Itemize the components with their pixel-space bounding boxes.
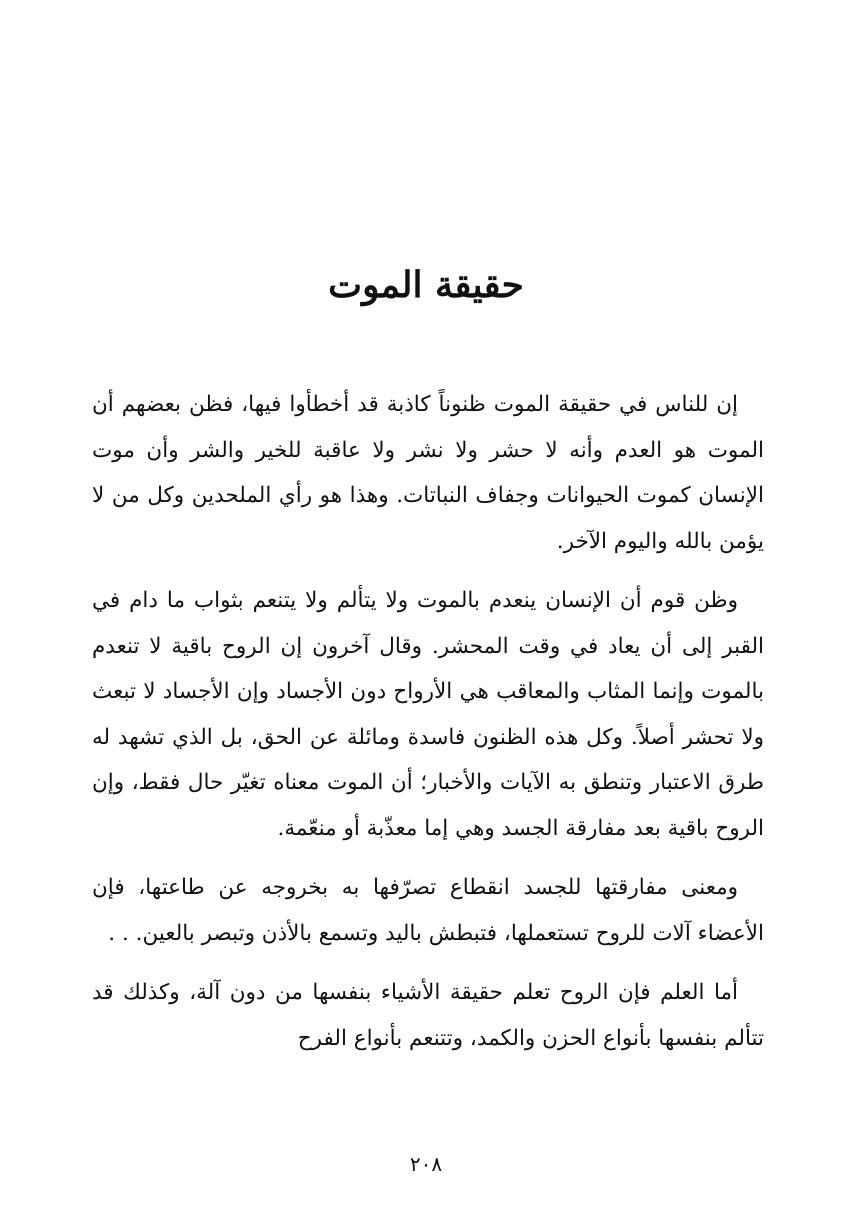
paragraph-2: وظن قوم أن الإنسان ينعدم بالموت ولا يتألم ولا يتنعم بثواب ما دام في القبر إلى أن يعاد في وقت المحشر. وقال آخرون إن الروح باقية لا تنعدم بالموت وإنما المثاب والمعاقب هي الأرواح دون الأجساد وإن الأجساد لا تبعث ولا تحشر أصلاً. وكل هذه الظنون فاسدة ومائلة عن الحق، بل الذي تشهد له طرق الاعتبار وتنطق به الآيات والأخبار؛ أن الموت معناه تغيّر حال فقط، وإن الروح باقية بعد مفارقة الجسد وهي إما معذّبة أو منعّمة. [92,588,764,841]
paragraph-1: إن للناس في حقيقة الموت ظنوناً كاذبة قد أخطأوا فيها، فظن بعضهم أن الموت هو العدم وأنه لا حشر ولا نشر ولا عاقبة للخير والشر وأن موت الإنسان كموت الحيوانات وجفاف النباتات. وهذا هو رأي الملحدين وكل من لا يؤمن بالله واليوم الآخر. [92,392,764,554]
body-text [92,382,764,1075]
page-number: ٢٠٨ [409,1152,443,1176]
paragraph-4: أما العلم فإن الروح تعلم حقيقة الأشياء بنفسها من دون آلة، وكذلك قد تتألم بنفسها بأنواع الحزن والكمد، وتتنعم بأنواع الفرح [92,980,764,1051]
paragraph-3: ومعنى مفارقتها للجسد انقطاع تصرّفها به بخروجه عن طاعتها، فإن الأعضاء آلات للروح تستعملها، فتبطش باليد وتسمع بالأذن وتبصر بالعين. . . [92,875,764,946]
chapter-title: حقيقة الموت [328,264,524,306]
